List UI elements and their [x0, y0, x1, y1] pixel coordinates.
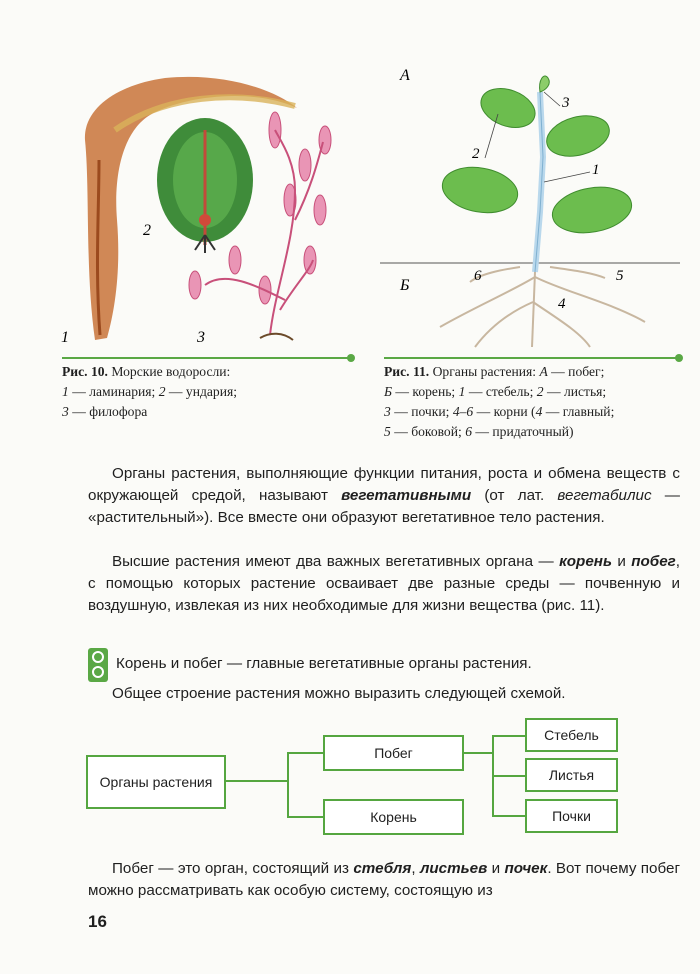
fig11-label-3: 3	[562, 95, 570, 111]
caption-text: 4	[535, 404, 543, 419]
term-stem: стебля	[353, 860, 412, 877]
scheme-box-shoot: Побег	[323, 735, 464, 771]
paragraph-shoot-definition	[88, 858, 680, 902]
fig11-label-4: 4	[558, 296, 566, 312]
fig11-label-a: А	[400, 67, 410, 84]
caption-text: 1	[62, 384, 69, 399]
connector	[492, 735, 494, 817]
caption-text: Органы растения:	[429, 364, 540, 379]
connector	[492, 775, 526, 777]
fig11-label-1: 1	[592, 162, 600, 178]
scheme-box-buds: Почки	[525, 799, 618, 833]
caption-rule-fig11	[384, 357, 680, 359]
term-vegetative: вегетативными	[341, 487, 472, 504]
term-leaves: листьев	[419, 860, 488, 877]
connector	[492, 815, 526, 817]
fig10-label-1: 1	[61, 329, 69, 346]
caption-text: 5	[384, 424, 391, 439]
caption-text: — листья;	[543, 384, 607, 399]
paragraph-text: Органы растения, выполняющие функции питания, роста и обмена веществ с окружающей средой, называют	[88, 465, 680, 504]
caption-text: — ундария;	[165, 384, 238, 399]
scheme-box-leaves: Листья	[525, 758, 618, 792]
scheme-box-plant-organs: Органы растения	[86, 755, 226, 809]
caption-text: — филофора	[68, 404, 148, 419]
paragraph-text: . Вот почему побег можно рассматривать как особую систему, состоящую из	[88, 860, 680, 899]
caption-rule-fig10	[62, 357, 352, 359]
fig11-label-2: 2	[472, 146, 480, 162]
term-root: корень	[559, 553, 612, 570]
key-phrase-marker-icon	[88, 648, 108, 682]
paragraph-text: ,	[411, 860, 420, 877]
term-latin: вегетабилис	[557, 487, 652, 504]
caption-text: — придаточный)	[471, 424, 574, 439]
caption-fig11	[384, 362, 684, 442]
caption-text: 3	[384, 404, 391, 419]
caption-text: — корни (	[473, 404, 536, 419]
paragraph-scheme-intro: Общее строение растения можно выразить следующей схемой.	[112, 685, 566, 702]
caption-fig10	[62, 362, 352, 422]
connector	[226, 780, 288, 782]
fig10-label-3: 3	[197, 329, 205, 346]
paragraph-vegetative-organs	[88, 463, 680, 529]
connector	[287, 752, 324, 754]
paragraph-text: и	[487, 860, 505, 877]
caption-text: 1	[458, 384, 466, 399]
figure-seaweeds	[55, 70, 355, 350]
connector	[463, 752, 493, 754]
caption-text: А	[539, 364, 548, 379]
caption-text: 2	[158, 384, 166, 399]
fig11-label-6: 6	[474, 268, 482, 284]
page-number: 16	[88, 912, 107, 931]
caption-text: — главный;	[542, 404, 615, 419]
caption-text: — ламинария;	[68, 384, 159, 399]
scheme-box-root: Корень	[323, 799, 464, 835]
caption-fig11-title: Рис. 11.	[384, 364, 430, 379]
caption-text: — боковой;	[390, 424, 466, 439]
caption-text: — стебель;	[465, 384, 537, 399]
paragraph-text: Побег — это орган, состоящий из	[112, 860, 354, 877]
caption-text: — почки;	[390, 404, 453, 419]
figure-plant-organs	[380, 62, 680, 352]
fig10-label-2: 2	[143, 222, 151, 239]
caption-text: 2	[536, 384, 544, 399]
paragraph-text: и	[611, 553, 632, 570]
paragraph-text: (от лат.	[471, 487, 558, 504]
caption-text: 4–6	[452, 404, 474, 419]
caption-text: 6	[465, 424, 472, 439]
caption-text: — корень;	[392, 384, 459, 399]
connector	[287, 752, 289, 818]
key-phrase: Корень и побег — главные вегетативные органы растения.	[116, 655, 532, 672]
fig11-label-b: Б	[400, 277, 410, 294]
caption-fig10-heading: Морские водоросли:	[111, 364, 231, 379]
connector	[492, 735, 526, 737]
term-buds: почек	[504, 860, 548, 877]
caption-text: Б	[384, 384, 393, 399]
paragraph-text: — «растительный»). Все вместе они образуют вегетативное тело растения.	[88, 487, 680, 526]
term-shoot: побег	[631, 553, 676, 570]
scheme-box-stem: Стебель	[525, 718, 618, 752]
paragraph-root-and-shoot	[88, 551, 680, 617]
fig11-label-5: 5	[616, 268, 624, 284]
paragraph-text: , с помощью которых растение осваивает две разные среды — почвенную и воздушную, извлекая из них необходимые для жизни вещества (рис. 11).	[88, 553, 680, 614]
caption-fig10-title: Рис. 10.	[62, 364, 108, 379]
connector	[287, 816, 324, 818]
paragraph-text: Высшие растения имеют два важных вегетативных органа —	[112, 553, 560, 570]
caption-text: — побег;	[547, 364, 605, 379]
caption-text: 3	[62, 404, 69, 419]
